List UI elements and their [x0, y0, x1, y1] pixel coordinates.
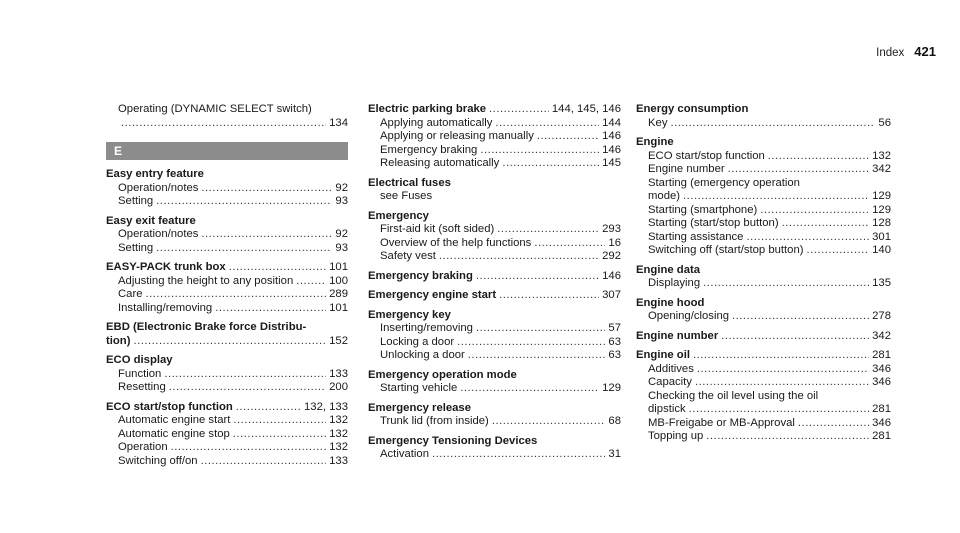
index-column-1 [106, 103, 348, 474]
dot-leader [728, 163, 870, 177]
index-subentry-label: Starting (start/stop button) [648, 217, 779, 229]
index-subentry[interactable] [368, 130, 621, 144]
dot-leader [706, 430, 869, 444]
index-subentry-label: Starting vehicle [380, 382, 458, 394]
see-reference[interactable]: see Fuses [380, 190, 433, 202]
dot-leader [746, 231, 869, 245]
dot-leader [489, 103, 549, 117]
index-subentry[interactable] [106, 414, 348, 428]
index-subentry-text: Operating (DYNAMIC SELECT switch) [118, 103, 312, 115]
section-letter-band: E [106, 142, 348, 160]
page-ref[interactable]: 101 [329, 301, 348, 314]
page-ref[interactable]: 129 [872, 203, 891, 216]
index-subentry-label: Starting assistance [648, 230, 744, 243]
page-ref[interactable]: 92 [335, 181, 348, 194]
entry-heading[interactable] [368, 289, 621, 303]
dot-leader [229, 261, 326, 275]
page-ref[interactable]: 140 [872, 244, 891, 256]
index-subentry-label: Safety vest [380, 250, 436, 262]
entry-heading-label: Emergency braking [368, 269, 473, 282]
dot-leader [156, 242, 332, 256]
index-entry [368, 289, 621, 303]
page-ref[interactable]: 132 [329, 441, 348, 453]
entry-heading-label: Engine oil [636, 349, 690, 361]
index-subentry-label: Overview of the help functions [380, 236, 532, 249]
index-subentry[interactable] [106, 455, 348, 469]
entry-heading[interactable]: EBD (Electronic Brake force Distribu- [106, 321, 307, 333]
dot-leader [460, 382, 599, 396]
page-ref[interactable]: 292 [602, 250, 621, 262]
index-entries [106, 168, 348, 468]
page-ref[interactable]: 146 [602, 269, 621, 282]
index-subentry[interactable] [636, 231, 891, 245]
dot-leader [495, 117, 599, 131]
index-subentry[interactable] [636, 217, 891, 231]
page-ref[interactable]: 200 [329, 381, 348, 393]
index-entry [368, 309, 621, 363]
index-subentry-label: MB-Freigabe or MB-Approval [648, 416, 795, 429]
index-subentry-label: dipstick [648, 403, 686, 415]
index-column-2 [368, 103, 621, 468]
page-ref[interactable]: 63 [608, 335, 621, 348]
index-entry [368, 402, 621, 429]
dot-leader [537, 130, 599, 144]
index-subentry-label: Locking a door [380, 335, 455, 348]
index-entry [636, 264, 891, 291]
index-subentry[interactable] [368, 382, 621, 396]
index-subentry-label: Setting [118, 195, 154, 207]
page-ref[interactable]: 93 [335, 195, 348, 207]
index-subentry-label: Starting (smartphone) [648, 203, 758, 216]
dot-leader [457, 336, 605, 350]
index-subentry-label: First-aid kit (soft sided) [380, 223, 495, 235]
index-entry [636, 103, 891, 130]
entry-heading: Emergency [368, 209, 429, 222]
index-entry [368, 210, 621, 264]
index-subentry-text: Starting (emergency operation [648, 176, 800, 189]
index-subentry-label: mode) [648, 190, 681, 202]
index-entries [368, 103, 621, 462]
index-subentry-label: Opening/closing [648, 310, 730, 322]
index-subentry[interactable] [636, 117, 891, 131]
page-header [876, 45, 936, 61]
page-ref[interactable]: 129 [602, 382, 621, 394]
page-ref[interactable]: 133 [329, 454, 348, 467]
index-entry [636, 136, 891, 258]
entry-heading-label: Emergency engine start [368, 289, 497, 301]
page-ref[interactable]: 278 [872, 310, 891, 322]
index-subentry[interactable] [106, 288, 348, 302]
index-subentry[interactable] [106, 275, 348, 289]
index-subentry[interactable] [368, 336, 621, 350]
dot-leader [697, 363, 869, 377]
page-ref[interactable]: 129 [872, 190, 891, 202]
index-subentry[interactable] [636, 204, 891, 218]
index-entry [368, 369, 621, 396]
index-subentry-label: Unlocking a door [380, 349, 465, 361]
dot-leader [693, 349, 869, 363]
entry-heading-label: Electric parking brake [368, 103, 487, 115]
index-subentry[interactable] [368, 144, 621, 158]
index-subentry-label: Capacity [648, 376, 692, 388]
page-ref[interactable]: 133 [329, 367, 348, 380]
page-ref[interactable]: 144, 145, 146 [551, 103, 621, 115]
index-subentry-label: Applying or releasing manually [380, 130, 534, 142]
index-subentry[interactable] [636, 190, 891, 204]
index-subentry[interactable] [106, 428, 348, 442]
dot-leader [476, 270, 599, 284]
page-ref[interactable]: 132 [872, 149, 891, 162]
index-subentry-label: Switching off (start/stop button) [648, 244, 804, 256]
index-subentry[interactable] [636, 403, 891, 417]
index-column-3 [636, 103, 891, 450]
entry-heading-label: EASY-PACK trunk box [106, 261, 226, 273]
page-ref[interactable]: 346 [872, 362, 891, 375]
page-ref[interactable]: 31 [608, 448, 621, 460]
index-subentry[interactable] [368, 349, 621, 363]
index-entry [106, 401, 348, 469]
index-subentry[interactable] [106, 368, 348, 382]
dot-leader [721, 330, 869, 344]
index-subentry-label: Inserting/removing [380, 322, 473, 334]
dot-leader [468, 349, 606, 363]
page-ref[interactable]: 281 [872, 403, 891, 415]
header-label: Index [876, 47, 905, 59]
index-subentry[interactable] [368, 157, 621, 171]
entry-heading[interactable] [106, 401, 348, 415]
page-ref[interactable]: 281 [872, 349, 891, 361]
dot-leader [670, 117, 875, 131]
index-subentry[interactable] [636, 244, 891, 258]
index-subentry[interactable] [106, 441, 348, 455]
index-entry [106, 168, 348, 209]
page-ref[interactable]: 68 [608, 415, 621, 427]
page-ref[interactable]: 346 [872, 376, 891, 388]
index-subentry[interactable] [106, 242, 348, 256]
dot-leader [164, 368, 326, 382]
entry-heading-line[interactable] [106, 335, 348, 349]
dot-leader [768, 150, 869, 164]
index-subentry[interactable] [636, 310, 891, 324]
page-ref[interactable]: 346 [872, 416, 891, 429]
index-subentry-label: Additives [648, 362, 694, 375]
index-subentry[interactable] [636, 363, 891, 377]
dot-leader [695, 376, 869, 390]
index-subentry[interactable] [368, 322, 621, 336]
page-ref[interactable]: 134 [329, 116, 348, 129]
dot-leader [133, 335, 326, 349]
index-entry [636, 330, 891, 344]
index-entry [106, 103, 348, 130]
page-ref[interactable]: 301 [872, 230, 891, 243]
index-subentry[interactable] [106, 182, 348, 196]
page-ref[interactable]: 307 [602, 289, 621, 301]
dot-leader [201, 182, 332, 196]
entry-heading: Engine data [636, 263, 701, 276]
index-subentry[interactable] [106, 302, 348, 316]
index-subentry-label: Displaying [648, 277, 701, 289]
index-subentry-label: Operation [118, 441, 168, 453]
index-subentry-label: Emergency braking [380, 143, 478, 156]
index-subentry[interactable] [368, 250, 621, 264]
index-entry [636, 349, 891, 444]
index-subentry-label: Setting [118, 241, 154, 254]
page-ref[interactable]: 152 [329, 334, 348, 347]
dot-leader [296, 275, 326, 289]
index-subentry-text: Checking the oil level using the oil [648, 389, 819, 402]
index-entry [368, 435, 621, 462]
index-subentry[interactable] [636, 150, 891, 164]
dot-leader [782, 217, 870, 231]
index-subentry[interactable] [106, 117, 348, 131]
entry-heading-label: ECO start/stop function [106, 400, 233, 413]
index-subentry[interactable] [106, 195, 348, 209]
dot-leader [476, 322, 605, 336]
index-subentry-label: Topping up [648, 430, 704, 442]
index-subentry[interactable] [106, 228, 348, 242]
page-ref[interactable]: 342 [872, 329, 891, 342]
dot-leader [215, 302, 326, 316]
page-ref[interactable]: 56 [878, 116, 891, 129]
index-subentry[interactable] [636, 430, 891, 444]
page-ref[interactable]: 135 [872, 277, 891, 289]
dot-leader [121, 117, 326, 131]
dot-leader [798, 417, 869, 431]
entry-heading: ECO display [106, 354, 173, 366]
page-ref[interactable]: 132 [329, 427, 348, 440]
index-entry [368, 103, 621, 171]
index-entry [106, 261, 348, 315]
entry-heading: Engine [636, 136, 674, 148]
dot-leader [146, 288, 327, 302]
dot-leader [201, 455, 327, 469]
dot-leader [689, 403, 869, 417]
index-subentry[interactable] [368, 237, 621, 251]
index-subentry-label: Releasing automatically [380, 157, 500, 169]
page-ref[interactable]: 101 [329, 261, 348, 273]
entry-heading: Easy entry feature [106, 168, 204, 180]
entry-heading[interactable] [368, 270, 621, 284]
index-subentry[interactable] [636, 376, 891, 390]
index-subentry[interactable] [368, 223, 621, 237]
page-ref[interactable]: 145 [602, 157, 621, 169]
index-entry [106, 354, 348, 395]
index-subentry-label: Resetting [118, 381, 166, 393]
page-ref[interactable]: 146 [602, 143, 621, 156]
dot-leader [534, 237, 605, 251]
entry-heading: Engine hood [636, 296, 705, 309]
dot-leader [502, 157, 599, 171]
dot-leader [201, 228, 332, 242]
entry-heading[interactable] [368, 103, 621, 117]
dot-leader [683, 190, 869, 204]
index-subentry[interactable] [368, 448, 621, 462]
page-ref[interactable]: 342 [872, 163, 891, 175]
page-ref[interactable]: 132, 133 [304, 400, 348, 413]
entry-heading-line-label: tion) [106, 334, 131, 347]
entry-heading: Emergency key [368, 308, 451, 321]
index-subentry[interactable] [106, 381, 348, 395]
dot-leader [497, 223, 599, 237]
index-entry [106, 321, 348, 348]
dot-leader [439, 250, 599, 264]
dot-leader [732, 310, 869, 324]
entry-heading: Electrical fuses [368, 176, 451, 189]
page-ref[interactable]: 92 [335, 228, 348, 240]
entry-heading: Emergency Tensioning Devices [368, 434, 538, 447]
index-entry [368, 270, 621, 284]
index-subentry-label: ECO start/stop function [648, 149, 765, 162]
page-ref[interactable]: 146 [602, 130, 621, 142]
dot-leader [171, 441, 327, 455]
dot-leader [760, 204, 869, 218]
dot-leader [499, 289, 599, 303]
index-subentry-label: Adjusting the height to any position [118, 274, 294, 287]
index-subentry-label: Trunk lid (from inside) [380, 415, 489, 427]
page-ref[interactable]: 16 [608, 236, 621, 249]
index-subentry-label: Key [648, 116, 668, 129]
page-ref[interactable]: 63 [608, 349, 621, 361]
index-entry [636, 297, 891, 324]
entry-heading: Easy exit feature [106, 214, 196, 227]
dot-leader [156, 195, 332, 209]
index-subentry-label: Automatic engine start [118, 414, 231, 426]
index-subentry-label: Engine number [648, 163, 725, 175]
index-subentry[interactable] [368, 117, 621, 131]
index-subentry-label: Switching off/on [118, 454, 198, 467]
page-ref[interactable]: 57 [608, 322, 621, 334]
index-subentry[interactable] [636, 277, 891, 291]
index-entry [106, 215, 348, 256]
entry-heading[interactable] [106, 261, 348, 275]
index-subentry-label: Care [118, 288, 143, 300]
entry-heading: Emergency operation mode [368, 368, 517, 381]
index-subentry[interactable] [636, 163, 891, 177]
entry-heading[interactable] [636, 330, 891, 344]
entry-heading: Emergency release [368, 401, 471, 414]
index-subentry[interactable] [636, 417, 891, 431]
index-subentry-label: Applying automatically [380, 116, 493, 129]
page-ref[interactable]: 281 [872, 430, 891, 442]
dot-leader [233, 428, 326, 442]
dot-leader [233, 414, 326, 428]
index-subentry-label: Installing/removing [118, 301, 213, 314]
dot-leader [169, 381, 326, 395]
entry-heading-label: Engine number [636, 329, 719, 342]
page-ref[interactable]: 93 [335, 241, 348, 254]
page-ref[interactable]: 100 [329, 274, 348, 287]
page-ref[interactable]: 132 [329, 414, 348, 426]
dot-leader [807, 244, 870, 258]
dot-leader [480, 144, 599, 158]
entry-heading[interactable] [636, 349, 891, 363]
index-entries [636, 103, 891, 444]
entry-heading: Energy consumption [636, 103, 749, 115]
index-subentry-label: Activation [380, 448, 429, 460]
page-ref[interactable]: 144 [602, 116, 621, 129]
index-subentry-label: Operation/notes [118, 181, 199, 194]
page-ref[interactable]: 293 [602, 223, 621, 235]
dot-leader [236, 401, 301, 415]
index-subentry-label: Automatic engine stop [118, 427, 230, 440]
page-number: 421 [914, 44, 936, 59]
page-ref[interactable]: 128 [872, 217, 891, 229]
dot-leader [703, 277, 869, 291]
page-ref[interactable]: 289 [329, 288, 348, 300]
index-entry [368, 177, 621, 204]
dot-leader [432, 448, 605, 462]
index-subentry-label: Operation/notes [118, 228, 199, 240]
index-subentry[interactable] [368, 415, 621, 429]
dot-leader [492, 415, 606, 429]
index-subentry-label: Function [118, 367, 162, 380]
